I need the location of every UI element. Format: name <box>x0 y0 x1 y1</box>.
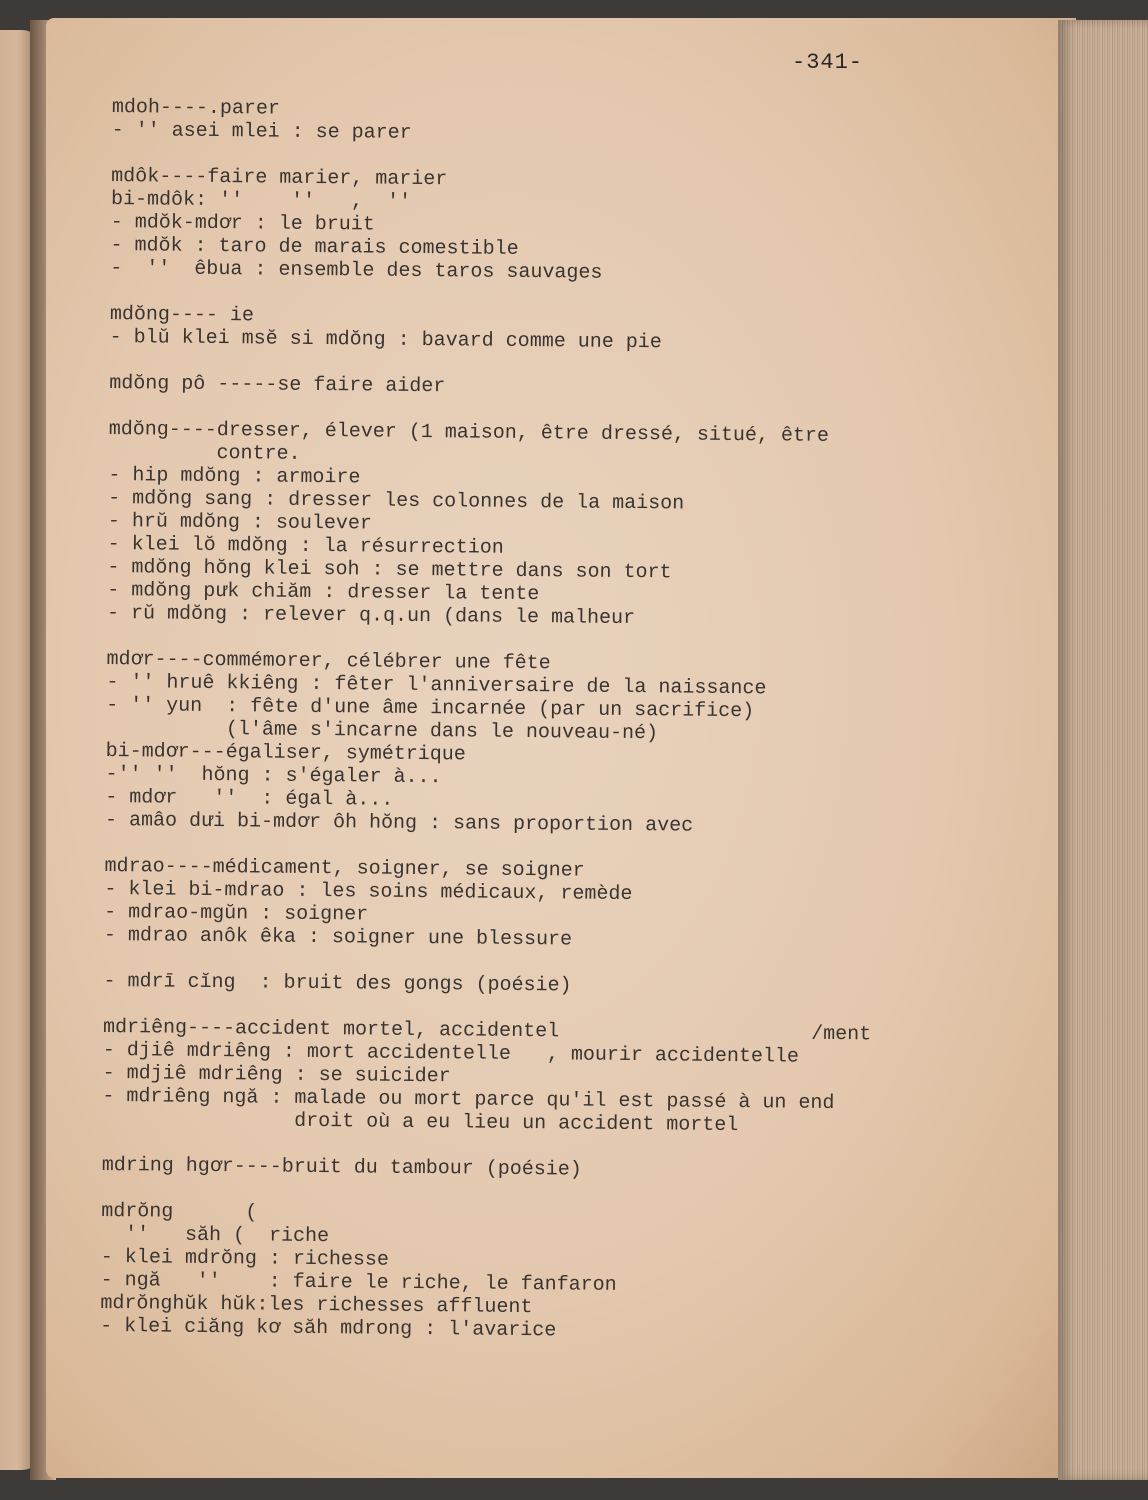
text-line: - '' êbua : ensemble des taros sauvages <box>110 256 603 285</box>
text-line: - mdơr '' : égal à... <box>105 785 394 812</box>
text-line: - rŭ mdŏng : relever q.q.un (dans le malheur <box>106 601 636 631</box>
text-line: - djiê mdriêng : mort accidentelle , mourir accidentelle <box>102 1038 800 1069</box>
text-line: mdriêng----accident mortel, accidentel /ment <box>102 1015 872 1047</box>
text-line: mdrao----médicament, soigner, se soigner <box>104 854 585 883</box>
text-line: mdoh----.parer <box>111 96 281 121</box>
text-line: droit où a eu lieu un accident mortel <box>102 1107 739 1138</box>
text-line: - mdŏng sang : dresser les colonnes de la maison <box>108 486 685 516</box>
text-line: - hip mdŏng : armoire <box>108 463 361 490</box>
text-line: - mdjiê mdriêng : se suicider <box>102 1061 451 1089</box>
text-line: - mdrao-mgŭn : soigner <box>104 900 369 927</box>
text-line: mdrŏng ( <box>101 1199 258 1225</box>
text-line: - klei ciăng kơ săh mdrong : l'avarice <box>100 1314 557 1343</box>
dictionary-text <box>100 96 1012 1405</box>
text-line: -'' '' hŏng : s'égaler à... <box>105 762 442 790</box>
text-line: - mdrao anôk êka : soigner une blessure <box>103 923 573 952</box>
text-line: - hrŭ mdŏng : soulever <box>107 509 373 536</box>
text-line: - klei bi-mdrao : les soins médicaux, remède <box>104 877 633 907</box>
text-line: mdơr----commémorer, célébrer une fête <box>106 647 551 676</box>
text-line: mdŏng pô -----se faire aider <box>109 371 446 399</box>
text-line: mdôk----faire marier, marier <box>111 164 448 192</box>
text-line: - mdŏng hŏng klei soh : se mettre dans son tort <box>107 555 672 585</box>
text-line: - mdriêng ngă : malade ou mort parce qu'il est passé à un end <box>102 1084 835 1115</box>
text-line: - mdŏng pưk chiăm : dresser la tente <box>107 578 540 607</box>
text-line: contre. <box>108 440 301 466</box>
text-line: - '' hruê kkiêng : fêter l'anniversaire de la naissance <box>106 670 767 701</box>
text-line: - mdŏk : taro de marais comestible <box>110 233 519 261</box>
text-line: - amâo dưi bi-mdơr ôh hŏng : sans proportion avec <box>104 808 694 838</box>
text-line: mdŏng----dresser, élever (1 maison, être dressé, situé, être <box>108 417 830 448</box>
text-line: - blŭ klei msĕ si mdŏng : bavard comme une pie <box>109 325 662 355</box>
text-line: - mdrī cĭng : bruit des gongs (poésie) <box>103 969 572 998</box>
page-number: -341- <box>792 50 864 75</box>
text-line: - klei mdrŏng : richesse <box>100 1245 389 1272</box>
text-line: mdring hgơr----bruit du tambour (poésie) <box>101 1153 582 1182</box>
text-line: '' săh ( riche <box>100 1222 330 1249</box>
text-line: bi-mdơr---égaliser, symétrique <box>105 739 466 767</box>
text-line: (l'âme s'incarne dans le nouveau-né) <box>105 716 659 746</box>
text-line: mdrŏnghŭk hŭk:les richesses affluent <box>100 1291 533 1320</box>
text-line: - mdŏk-mdơr : le bruit <box>110 210 375 237</box>
text-line: - klei lŏ mdŏng : la résurrection <box>107 532 504 560</box>
page-stack-edge <box>1058 20 1148 1480</box>
text-line: - ngă '' : faire le riche, le fanfaron <box>100 1268 617 1297</box>
text-line: - '' asei mlei : se parer <box>111 118 412 145</box>
text-line: bi-mdôk: '' '' , '' <box>110 187 412 214</box>
text-line: - '' yun : fête d'une âme incarnée (par un sacrifice) <box>106 693 755 724</box>
text-line: mdŏng---- ie <box>109 302 255 328</box>
